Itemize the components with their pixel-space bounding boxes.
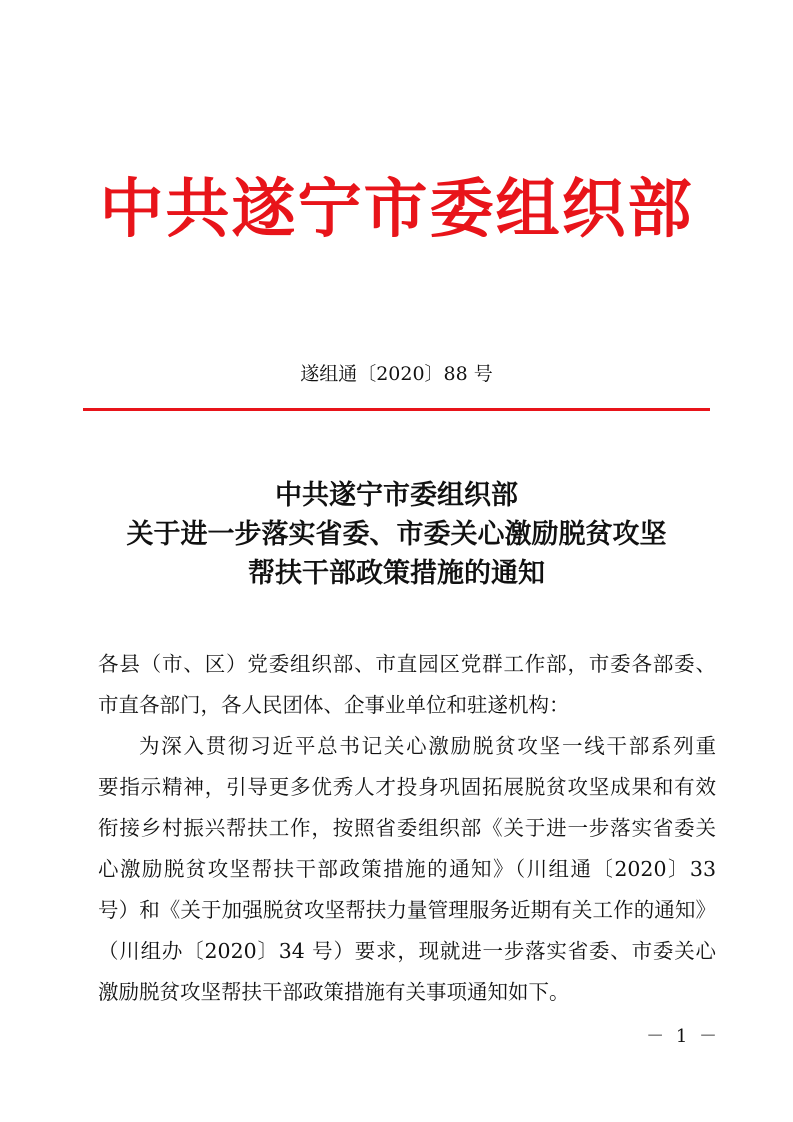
paragraph-line: 要指示精神，引导更多优秀人才投身巩固拓展脱贫攻坚成果和有效 <box>98 775 716 799</box>
title-line-1: 中共遂宁市委组织部 <box>275 480 518 511</box>
document-body <box>98 644 716 1013</box>
paragraph-line: 激励脱贫攻坚帮扶干部政策措施有关事项通知如下。 <box>98 980 570 1004</box>
document-number: 遂组通〔2020〕88 号 <box>300 363 493 385</box>
paragraph-line: （川组办〔2020〕34 号）要求，现就进一步落实省委、市委关心 <box>98 939 716 963</box>
paragraph-line: 为深入贯彻习近平总书记关心激励脱贫攻坚一线干部系列重 <box>139 734 716 758</box>
page-number: － 1 － <box>646 1026 720 1047</box>
salutation-line-2: 市直各部门，各人民团体、企事业单位和驻遂机构： <box>98 693 570 717</box>
red-divider-rule <box>83 408 710 411</box>
title-line-3: 帮扶干部政策措施的通知 <box>248 558 545 589</box>
title-line-2: 关于进一步落实省委、市委关心激励脱贫攻坚 <box>126 519 667 550</box>
salutation-line-1: 各县（市、区）党委组织部、市直园区党群工作部，市委各部委、 <box>98 652 716 676</box>
document-title <box>0 476 793 593</box>
masthead: 中共遂宁市委组织部 <box>99 173 694 247</box>
paragraph-line: 号）和《关于加强脱贫攻坚帮扶力量管理服务近期有关工作的通知》 <box>98 898 716 922</box>
paragraph-line: 心激励脱贫攻坚帮扶干部政策措施的通知》（川组通〔2020〕33 <box>98 857 716 881</box>
paragraph-line: 衔接乡村振兴帮扶工作，按照省委组织部《关于进一步落实省委关 <box>98 816 716 840</box>
